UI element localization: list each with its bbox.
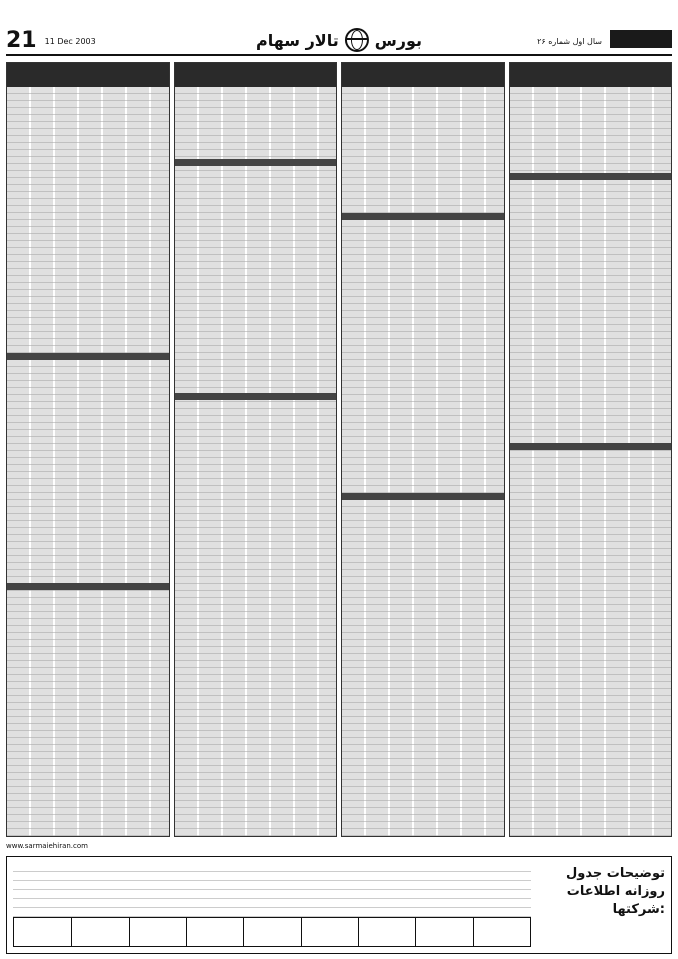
section-divider xyxy=(342,213,504,220)
table-header xyxy=(510,63,672,87)
scale-cell xyxy=(14,918,71,946)
stock-tables xyxy=(6,62,672,837)
page-number: 21 xyxy=(6,28,37,53)
masthead xyxy=(6,28,672,56)
stock-table-column-1 xyxy=(509,62,673,837)
table-body xyxy=(510,87,672,836)
section-title xyxy=(256,28,422,52)
section-subtitle: تالار سهام xyxy=(255,30,339,50)
section-divider xyxy=(7,353,169,360)
scale-cell xyxy=(358,918,415,946)
legend-text-block xyxy=(13,863,531,917)
section-divider xyxy=(175,159,337,166)
left-block xyxy=(6,30,96,52)
scale-cell xyxy=(71,918,128,946)
table-body xyxy=(342,87,504,836)
table-header xyxy=(175,63,337,87)
section-divider xyxy=(510,443,672,450)
section-divider xyxy=(7,583,169,590)
stock-table-column-2 xyxy=(341,62,505,837)
table-body xyxy=(7,87,169,836)
scale-cell xyxy=(473,918,530,946)
scale-cell xyxy=(415,918,472,946)
legend-scale xyxy=(13,917,531,947)
table-header xyxy=(7,63,169,87)
legend-box xyxy=(6,856,672,954)
newspaper-logo xyxy=(610,30,672,48)
credit-text: www.sarmaiehiran.com xyxy=(6,842,88,850)
globe-icon xyxy=(345,28,369,52)
issue-number: سال اول شماره ۲۶ xyxy=(537,36,602,46)
stock-table-column-3 xyxy=(174,62,338,837)
footer-credit xyxy=(6,842,672,852)
table-header xyxy=(342,63,504,87)
scale-cell xyxy=(186,918,243,946)
section-divider xyxy=(342,493,504,500)
scale-cell xyxy=(301,918,358,946)
legend-title: توضیحات جدول روزانه اطلاعات شرکتها: xyxy=(566,866,665,917)
section-divider xyxy=(510,173,672,180)
issue-date: 11 Dec 2003 xyxy=(44,36,96,46)
scale-cell xyxy=(243,918,300,946)
scale-cell xyxy=(129,918,186,946)
stock-table-column-4 xyxy=(6,62,170,837)
section-divider xyxy=(175,393,337,400)
section-heading: بورس xyxy=(374,30,423,50)
table-body xyxy=(175,87,337,836)
